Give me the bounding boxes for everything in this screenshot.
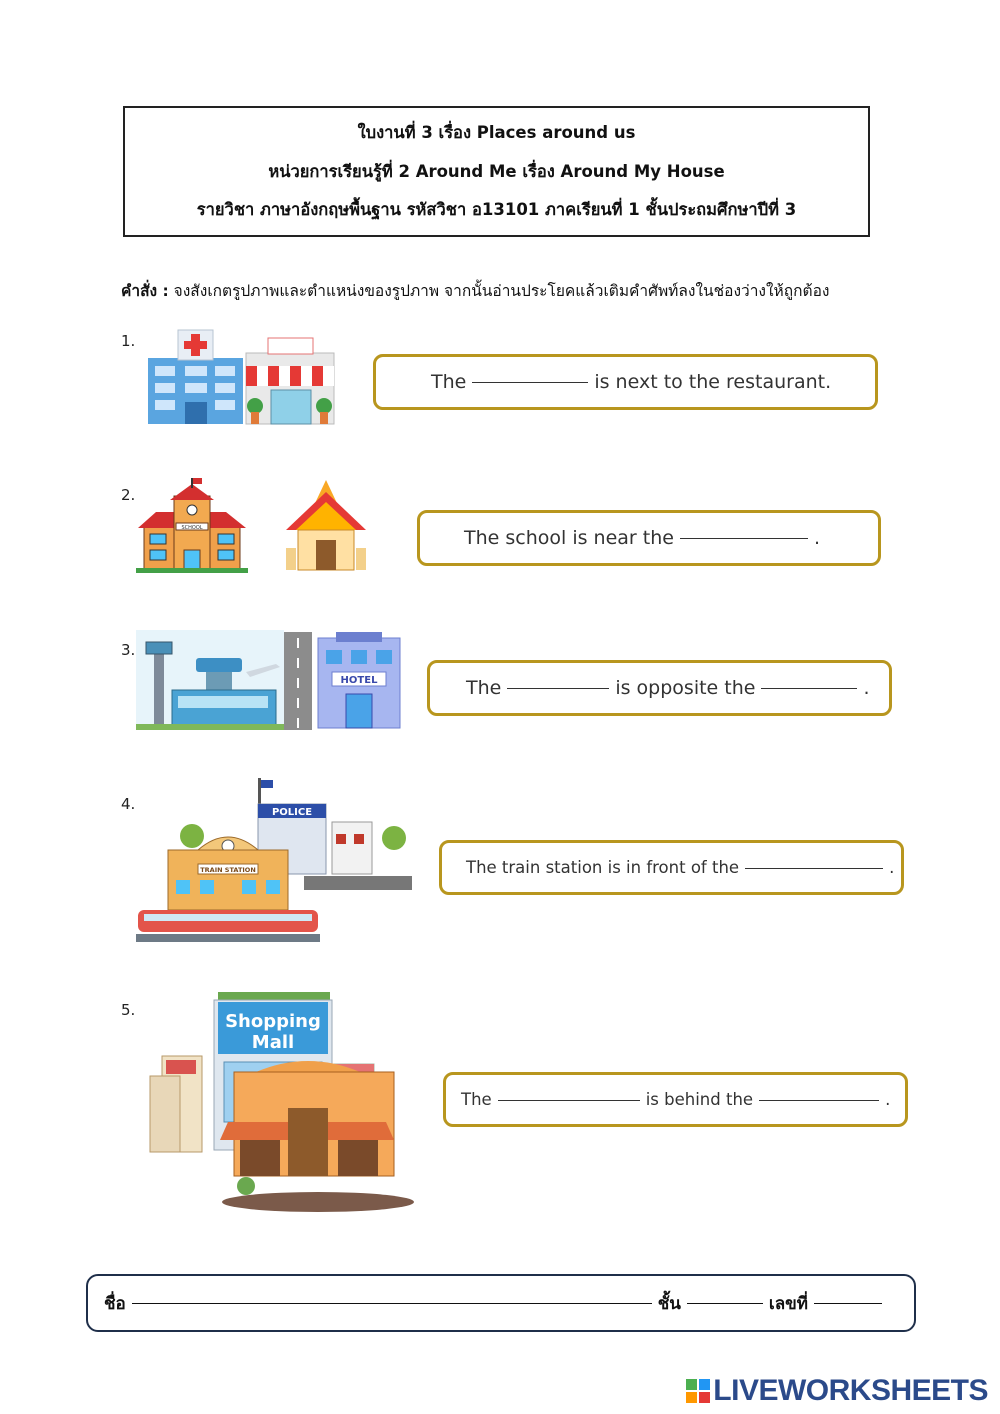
student-info-box	[86, 1274, 916, 1332]
sentence-text: .	[863, 677, 870, 699]
header-title: ใบงานที่ 3 เรื่อง Places around us	[357, 123, 636, 143]
train-icon	[136, 910, 320, 942]
question-number: 4.	[121, 795, 136, 813]
hospital-restaurant-illustration	[143, 328, 338, 426]
question-number: 3.	[121, 641, 136, 659]
sentence-text: The train station is in front of the	[466, 858, 740, 877]
class-label: ชั้น	[657, 1293, 681, 1314]
sentence-text: The	[466, 677, 502, 699]
answer-blank[interactable]	[472, 381, 588, 383]
answer-blank[interactable]	[761, 687, 857, 689]
answer-blank[interactable]	[680, 537, 808, 539]
sentence-text: is behind the	[645, 1090, 754, 1109]
answer-blank[interactable]	[745, 867, 883, 869]
header-unit: หน่วยการเรียนรู้ที่ 2 Around Me เรื่อง Around My House	[268, 161, 725, 181]
cafe-icon	[220, 1061, 414, 1212]
name-field[interactable]	[132, 1302, 652, 1304]
sentence-text: is next to the restaurant.	[594, 371, 832, 393]
sentence-text: The	[461, 1090, 492, 1109]
train-station-police-illustration	[136, 778, 412, 946]
worksheet-header	[123, 106, 870, 237]
sentence-box-3	[427, 660, 892, 716]
name-label: ชื่อ	[104, 1293, 126, 1314]
police-sign: POLICE	[271, 807, 313, 818]
class-field[interactable]	[687, 1302, 763, 1304]
restaurant-icon	[246, 338, 334, 424]
brand-name: LIVEWORKSHEETS	[713, 1374, 988, 1407]
airport-icon	[136, 630, 284, 730]
hotel-sign: HOTEL	[340, 675, 378, 686]
sentence-box-5	[443, 1072, 908, 1127]
answer-blank[interactable]	[759, 1099, 879, 1101]
sentence-box-4	[439, 840, 904, 895]
mall-sign-line1: Shopping	[225, 1011, 321, 1032]
number-label: เลขที่	[768, 1293, 808, 1314]
train-station-sign: TRAIN STATION	[200, 866, 256, 874]
school-sign: SCHOOL	[181, 525, 203, 531]
mall-cafe-illustration	[148, 990, 418, 1216]
school-temple-illustration	[136, 478, 376, 574]
sentence-box-1	[373, 354, 878, 410]
question-number: 2.	[121, 486, 136, 504]
question-number: 5.	[121, 1001, 136, 1019]
school-icon	[136, 478, 248, 573]
header-subject: รายวิชา ภาษาอังกฤษพื้นฐาน รหัสวิชา อ13101 ภาคเรียนที่ 1 ชั้นประถมศึกษาปีที่ 3	[196, 199, 797, 219]
instruction-label: คำสั่ง :	[121, 282, 169, 300]
road-icon	[284, 632, 312, 730]
sentence-text: .	[889, 858, 895, 877]
sentence-text: is opposite the	[615, 677, 756, 699]
hospital-icon	[148, 330, 243, 424]
sentence-text: .	[885, 1090, 891, 1109]
answer-blank[interactable]	[498, 1099, 640, 1101]
question-number: 1.	[121, 332, 136, 350]
instruction	[121, 278, 829, 303]
sentence-text: .	[813, 527, 821, 549]
instruction-text: จงสังเกตรูปภาพและตำแหน่งของรูปภาพ จากนั้นอ่านประโยคแล้วเติมคำศัพท์ลงในช่องว่างให้ถูกต้อง	[173, 282, 830, 300]
answer-blank[interactable]	[507, 687, 609, 689]
sentence-text: The	[431, 371, 467, 393]
hotel-icon	[318, 632, 400, 728]
mall-sign-line2: Mall	[251, 1032, 295, 1053]
airport-hotel-illustration	[136, 630, 404, 732]
temple-icon	[286, 480, 366, 570]
sentence-text: The school is near the	[464, 527, 674, 549]
logo-icon	[686, 1379, 710, 1403]
number-field[interactable]	[814, 1302, 882, 1304]
sentence-box-2	[417, 510, 881, 566]
liveworksheets-logo	[686, 1374, 988, 1408]
